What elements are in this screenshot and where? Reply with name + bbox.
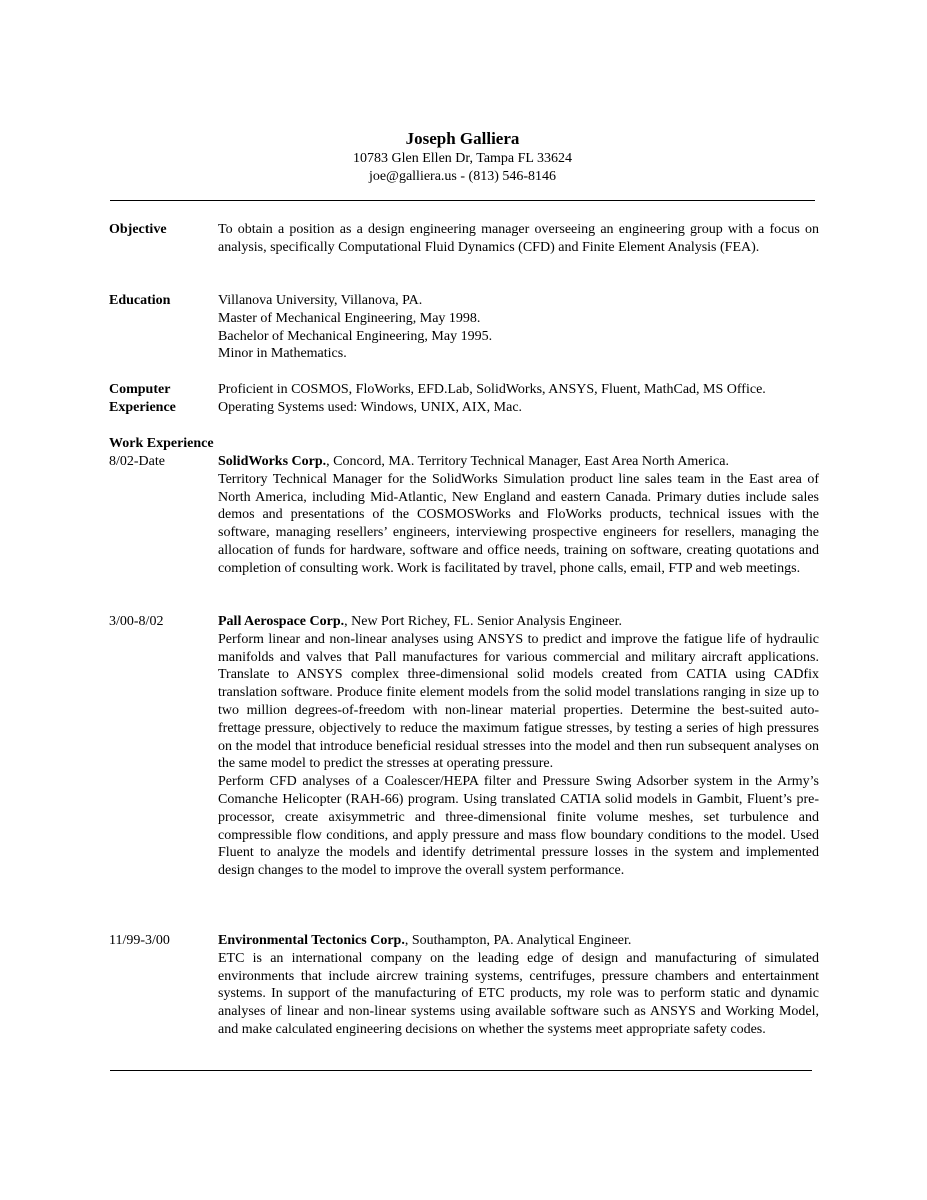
applicant-name: Joseph Galliera bbox=[405, 129, 520, 148]
job-details: , Concord, MA. Territory Technical Manager, East Area North America. bbox=[326, 454, 729, 469]
job-company: Pall Aerospace Corp. bbox=[218, 614, 345, 629]
job-entry bbox=[109, 613, 819, 880]
job-entry bbox=[109, 932, 819, 1039]
job-dates: 11/99-3/00 bbox=[109, 933, 170, 948]
education-line: Villanova University, Villanova, PA. bbox=[218, 293, 423, 308]
education-section bbox=[109, 292, 819, 363]
applicant-contact: joe@galliera.us - (813) 546-8146 bbox=[368, 169, 557, 184]
computer-label-line: Computer bbox=[109, 382, 171, 397]
footer-divider bbox=[110, 1070, 812, 1071]
job-entry bbox=[109, 453, 819, 578]
job-body bbox=[218, 932, 819, 1039]
education-line: Minor in Mathematics. bbox=[218, 346, 347, 362]
education-label: Education bbox=[109, 293, 171, 308]
header-divider bbox=[110, 200, 815, 201]
job-dates: 3/00-8/02 bbox=[109, 614, 164, 629]
work-experience-heading: Work Experience bbox=[109, 436, 214, 451]
education-line: Bachelor of Mechanical Engineering, May 1995. bbox=[218, 328, 493, 344]
objective-section bbox=[109, 221, 819, 257]
job-company: SolidWorks Corp. bbox=[218, 454, 327, 469]
job-details: , New Port Richey, FL. Senior Analysis Engineer. bbox=[344, 614, 623, 629]
computer-line: Operating Systems used: Windows, UNIX, AIX, Mac. bbox=[218, 399, 523, 415]
job-paragraph: Perform CFD analyses of a Coalescer/HEPA filter and Pressure Swing Adsorber system in the Army’s Comanche Helicopter (RAH-66) program. Using translated CATIA solid models in Gambit, Fluent’s pre-processor, create axisymmetric and three-dimensional finite volume meshes, set turbulence and compressible flow conditions, and apply pressure and mass flow boundary conditions to the model. Used Fluent to analyze the models and identify detrimental pressure losses in the system and implemented design changes to the model to improve the overall system performance. bbox=[218, 774, 819, 879]
job-body bbox=[218, 453, 819, 578]
education-details bbox=[218, 292, 819, 363]
education-line: Master of Mechanical Engineering, May 1998. bbox=[218, 310, 481, 326]
computer-label-line: Experience bbox=[109, 399, 176, 415]
job-paragraph: ETC is an international company on the leading edge of design and manufacturing of simulated environments that include aircrew training systems, centrifuges, pressure chambers and entertainment systems. In support of the manufacturing of ETC products, my role was to perform static and dynamic analyses of linear and non-linear systems using available software such as ANSYS and Working Model, and make calculated engineering decisions on whether the systems meet appropriate safety codes. bbox=[218, 950, 819, 1037]
job-paragraph: Territory Technical Manager for the SolidWorks Simulation product line sales team in the East area of North America, including Mid-Atlantic, New England and eastern Canada. Primary duties include sales demos and presentations of the COSMOSWorks and FloWorks products, technical issues with the software, managing resellers’ engineers, interviewing prospective engineers for resellers, managing the allocation of funds for hardware, software and office needs, training on software, creating quotations and completion of consulting work. Work is facilitated by travel, phone calls, email, FTP and web meetings. bbox=[218, 471, 819, 576]
job-paragraph: Perform linear and non-linear analyses using ANSYS to predict and improve the fatigue life of hydraulic manifolds and valves that Pall manufactures for various commercial and military aircraft applications. Translate to ANSYS complex three-dimensional solid models created from CATIA using CADfix translation software. Produce finite element models from the solid model translations ranging in size up to two million degrees-of-freedom with non-linear material properties. Determine the best-suited auto-frettage pressure, objectively to reduce the maximum fatigue stresses, by testing a series of high pressures on the model that introduce beneficial residual stresses into the model and then run subsequent analyses on the same model to predict the stresses at operating pressure. bbox=[218, 631, 819, 772]
computer-experience-details bbox=[218, 381, 819, 417]
job-details: , Southampton, PA. Analytical Engineer. bbox=[404, 933, 632, 948]
computer-experience-section bbox=[109, 381, 819, 417]
job-dates: 8/02-Date bbox=[109, 454, 165, 469]
resume-header bbox=[110, 128, 815, 186]
job-company: Environmental Tectonics Corp. bbox=[218, 933, 405, 948]
job-body bbox=[218, 613, 819, 880]
applicant-address: 10783 Glen Ellen Dr, Tampa FL 33624 bbox=[353, 151, 572, 166]
computer-line: Proficient in COSMOS, FloWorks, EFD.Lab, SolidWorks, ANSYS, Fluent, MathCad, MS Office. bbox=[218, 382, 766, 397]
objective-label: Objective bbox=[109, 222, 167, 237]
objective-text: To obtain a position as a design engineering manager overseeing an engineering group with a focus on analysis, specifically Computational Fluid Dynamics (CFD) and Finite Element Analysis (FEA). bbox=[218, 222, 819, 255]
computer-experience-label bbox=[109, 381, 214, 417]
